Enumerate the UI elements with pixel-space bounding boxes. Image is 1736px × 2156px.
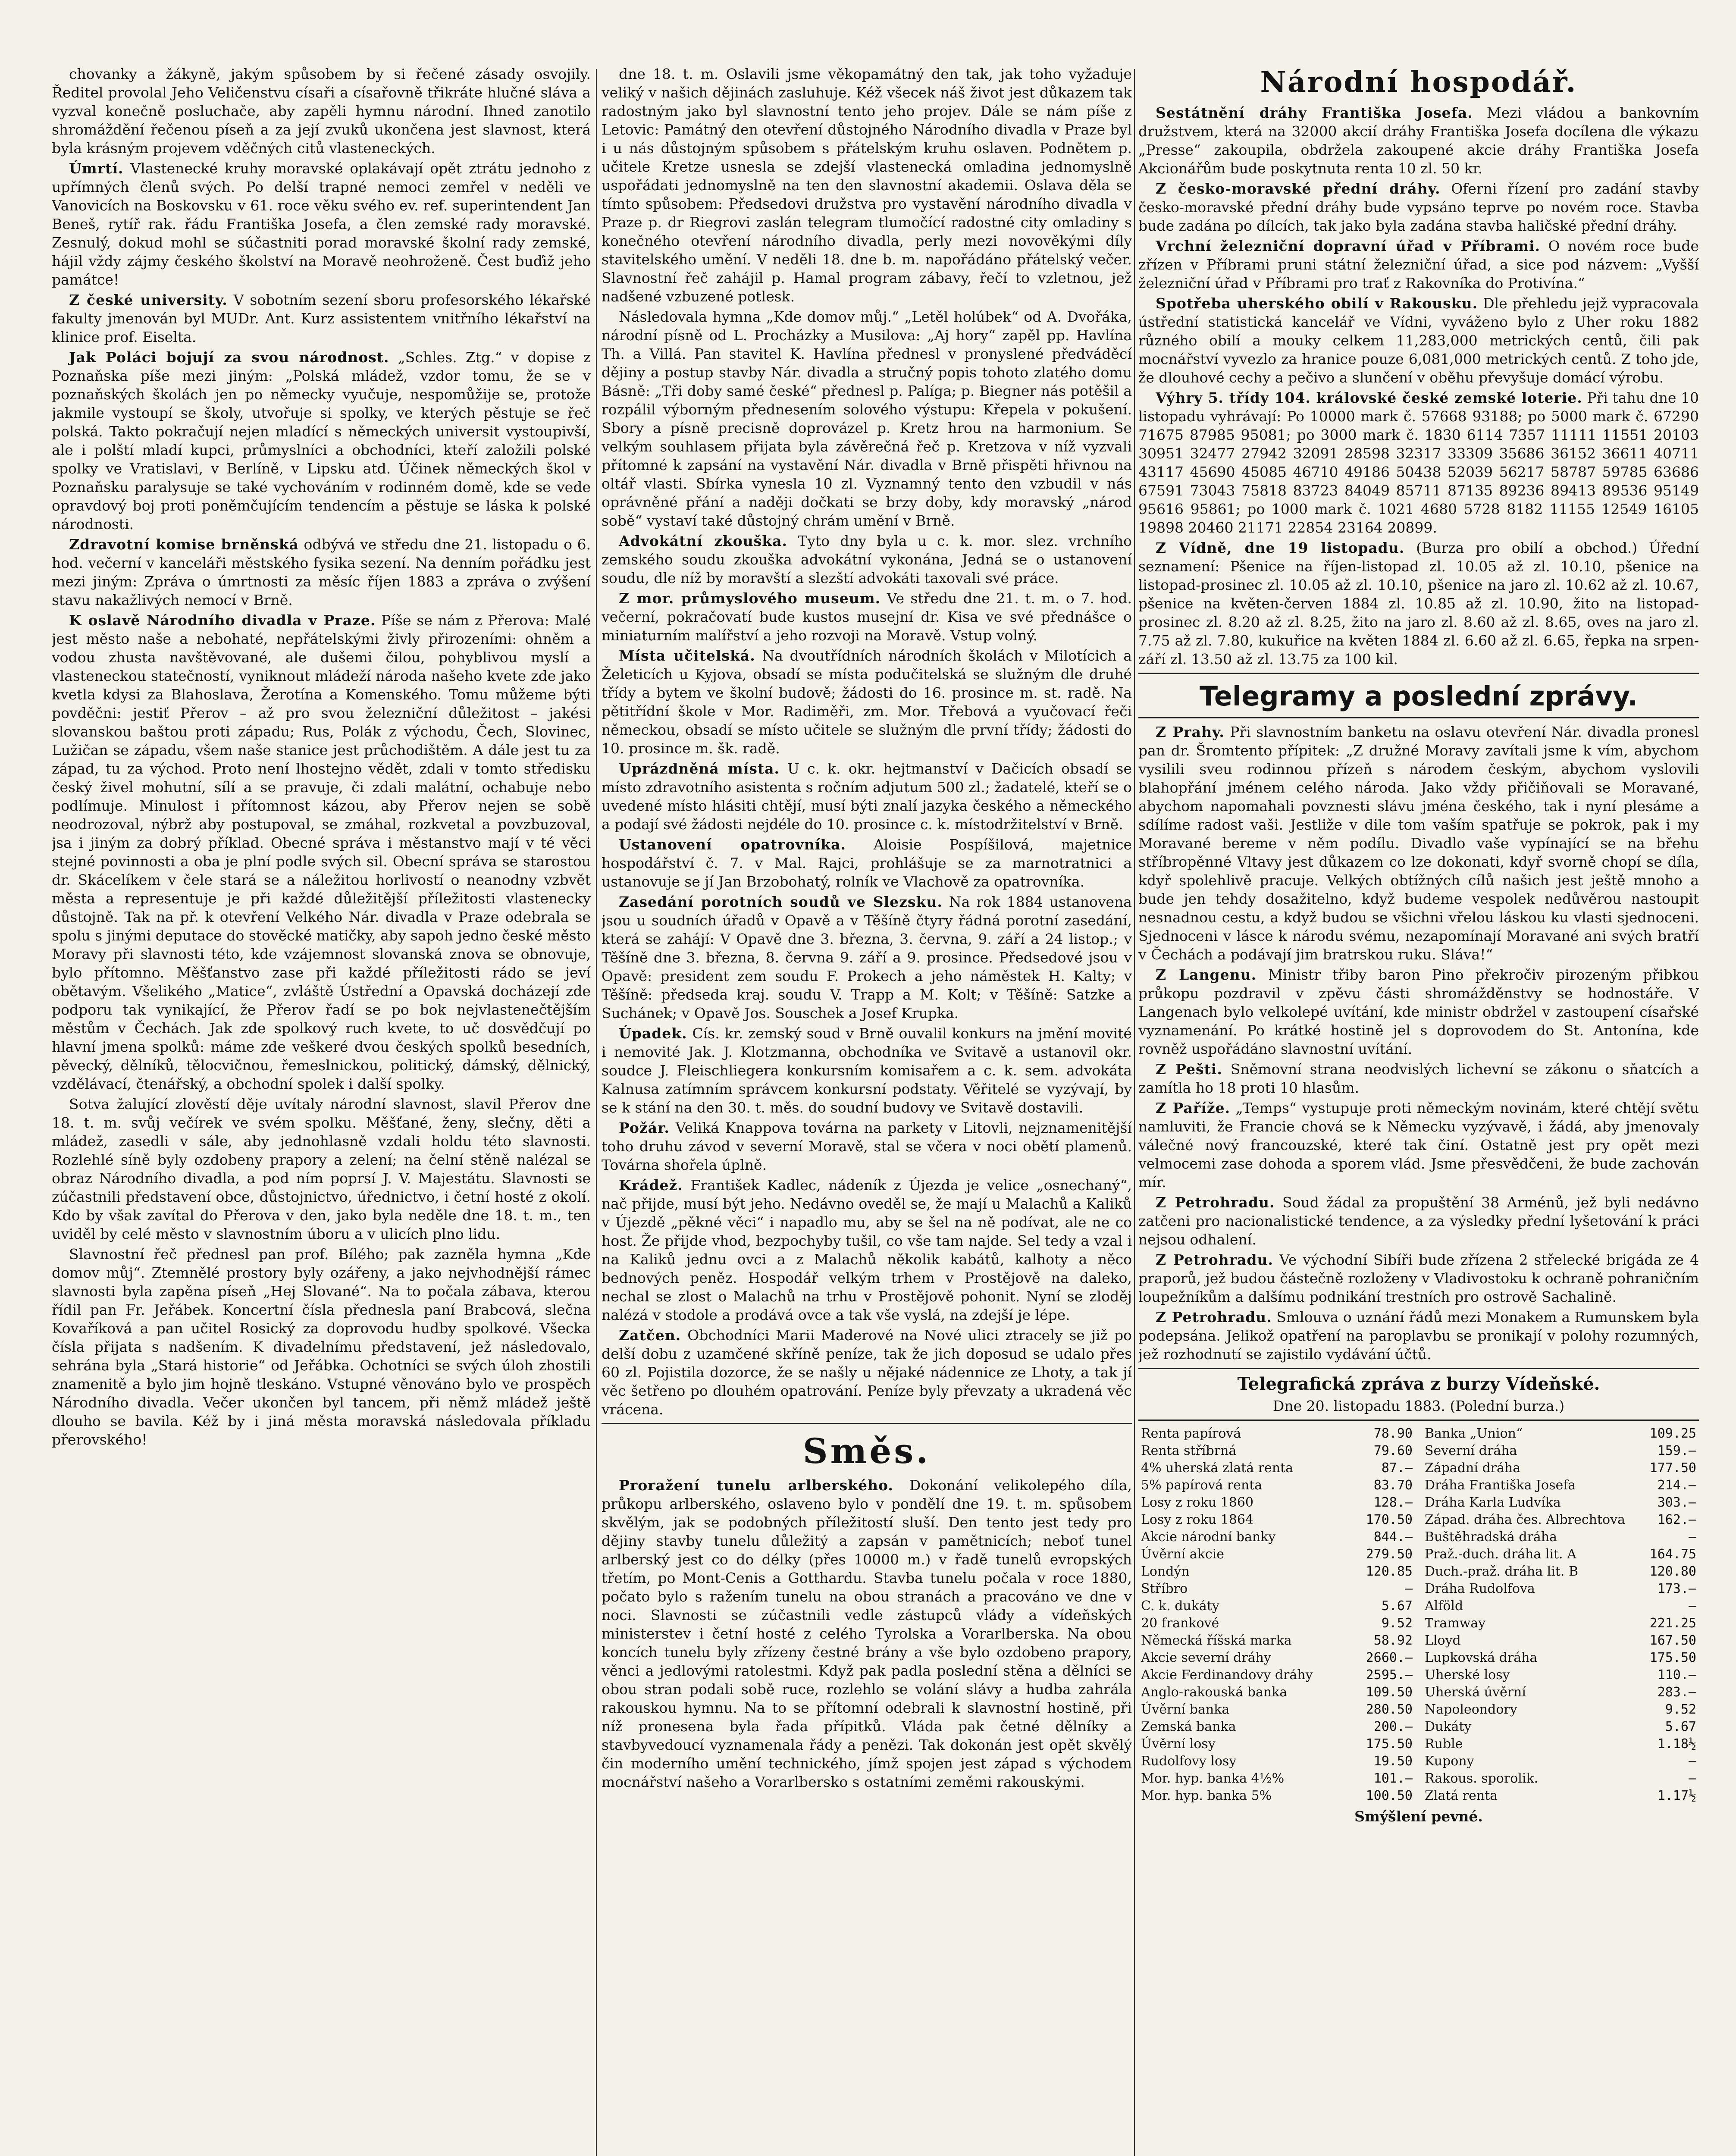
article-text: Mezi vládou a bankovním družstvem, která na 32000 akcií dráhy Františka Josefa docílena dle výkazu „Presse“ zakoupila, obdržela zakoupené akcie dráhy Františka Josefa Akcionářům bude poskytnuta renta 10 zl. 50 kr. xyxy=(1138,104,1699,177)
article-text: Aloisie Pospíšilová, majetnice hospodářství č. 7. v Mal. Rajci, prohlášuje se za marnotratnici a ustanovuje se jí Jan Brzobohatý, rolník ve Vlachově za opatrovníka. xyxy=(602,836,1132,890)
burza-item-name: Akcie Ferdinandovy dráhy xyxy=(1141,1667,1313,1683)
burza-item-name: Akcie národní banky xyxy=(1141,1529,1276,1545)
burza-item-value: 175.50 xyxy=(1649,1650,1696,1665)
article-heading: Advokátní zkouška. xyxy=(619,533,787,549)
table-row xyxy=(1422,1563,1699,1580)
burza-item-name: Úvěrní losy xyxy=(1141,1736,1216,1752)
article-text: „Temps“ vystupuje proti německým novinám, které chtějí světu namluviti, že Francie chová se k Německu vyzývavě, i žádá, aby jmenovaly válečné nový francouzské, které tak činí. Ostatně jest pry opět mezi velmocemi zase dohoda a sporem vlád. Jsme přesvědčeni, že bude zachován mír. xyxy=(1138,1100,1699,1191)
article-paragraph xyxy=(602,646,1132,758)
article-heading: Z Vídně, dne 19 listopadu. xyxy=(1156,539,1405,556)
table-row xyxy=(1138,1770,1415,1787)
article-heading: K oslavě Národního divadla v Praze. xyxy=(69,612,376,629)
article-paragraph xyxy=(1138,1060,1699,1097)
article-paragraph xyxy=(1138,1250,1699,1306)
burza-item-value: 9.52 xyxy=(1381,1616,1413,1631)
table-row xyxy=(1138,1511,1415,1529)
burza-item-name: Londýn xyxy=(1141,1564,1190,1579)
burza-item-name: Úvěrní banka xyxy=(1141,1702,1230,1717)
article-heading: Jak Poláci bojují za svou národnost. xyxy=(69,349,389,366)
burza-item-value: 279.50 xyxy=(1366,1547,1413,1562)
table-row xyxy=(1138,1598,1415,1615)
burza-item-value: 109.25 xyxy=(1649,1426,1696,1441)
table-row xyxy=(1422,1736,1699,1753)
burza-item-value: 283.— xyxy=(1657,1685,1696,1700)
article-heading: Požár. xyxy=(619,1119,670,1136)
table-row xyxy=(1422,1580,1699,1598)
burza-item-value: 128.— xyxy=(1373,1495,1413,1510)
burza-item-value: 162.— xyxy=(1657,1512,1696,1527)
burza-item-name: Stříbro xyxy=(1141,1581,1188,1596)
table-row xyxy=(1422,1494,1699,1511)
article-heading: Krádež. xyxy=(619,1177,683,1194)
table-row xyxy=(1138,1736,1415,1753)
article-text: Na rok 1884 ustanovena jsou u soudních úřadů v Opavě a v Těšíně čtyry řádná porotní zasedání, která se zahájí: V Opavě dne 3. března, 3. června, 9. září a 24 listop.; v Těšíně dne 3. března, 8. června 9. září a 9. prosince. Předsedové jsou v Opavě: president zem soudu F. Prokech a jeho náměstek H. Kalty; v Těšíně: předseda kraj. soudu V. Trapp a M. Kolt; v Těšíně: Satzke a Suchánek; v Opavě Jos. Souschek a Josef Krupka. xyxy=(602,893,1132,1022)
table-row xyxy=(1138,1442,1415,1460)
burza-item-value: — xyxy=(1688,1754,1696,1769)
burza-item-name: Uherské losy xyxy=(1425,1667,1510,1683)
burza-item-value: 173.— xyxy=(1657,1581,1696,1596)
article-text: V sobotním sezení sboru profesorského lékařské fakulty jmenován byl MUDr. Ant. Kurz assistentem vnitřního lékařství na klinice prof. Eiselta. xyxy=(52,291,591,345)
article-paragraph xyxy=(1138,723,1699,964)
article-heading: Spotřeba uherského obilí v Rakousku. xyxy=(1156,295,1478,312)
article-heading: Z Paříže. xyxy=(1156,1100,1231,1116)
burza-item-name: Rakous. sporolik. xyxy=(1425,1771,1539,1786)
burza-item-value: 221.25 xyxy=(1649,1616,1696,1631)
article-paragraph xyxy=(52,159,591,289)
article-text: Dokonání velikolepého díla, průkopu arlberského, oslaveno bylo v pondělí dne 19. t. m. spůsobem skvělým, jak se podobných příležitostí sluší. Den tento jest tedy pro dějiny stavby tunelu důležitý a zapsán v pamětnicích; neboť tunel arlberský jest co do délky (přes 10000 m.) v řadě tunelů evropských třetím, po Mont-Cenis a Gotthardu. Stavba tunelu počala v roce 1880, počato bylo s ražením tunelu na obou stranách a pracováno ve dne v noci. Slavnosti se zúčastnili vedle zástupců vlády a vídeňských ministerstev i četní hosté z celého Tyrolska a Vorarlberska. Na obou koncích tunelu byly zřízeny čestné brány a vše bylo ozdobeno prapory, věnci a jedlovými ratolestmi. Když pak padla poslední stěna a dělníci se obou stran podali sobě ruce, rozlehlo se volání slávy a hudba zahrála rakouskou hymnu. Na to se přítomní odebrali k slavnostní hostině, při níž pronesena byla řada přípitků. Vláda pak četné dělníky a stavbyvedoucí vyznamenala řády a penězi. Tak dokonán jest opět skvělý čin moderního umění technického, jímž spojen jest západ s východem mocnářství našeho a Vorarlbersko s ostatními zeměmi rakouskými. xyxy=(602,1477,1132,1790)
article-paragraph xyxy=(1138,389,1699,537)
article-heading: Úmrtí. xyxy=(69,160,124,177)
burza-item-value: 9.52 xyxy=(1665,1702,1696,1717)
table-row xyxy=(1422,1718,1699,1736)
burza-title: Telegrafická zpráva z burzy Vídeňské. xyxy=(1237,1374,1600,1394)
article-paragraph: Slavnostní řeč přednesl pan prof. Bílého; pak zazněla hymna „Kde domov můj“. Ztemnělé prostory byly ozářeny, a jako nejvhodnější rámec slavnosti byla zapěna píseň „Hej Slované“. Na to počala zábava, kterou řídil pan Fr. Jeřábek. Koncertní čísla přednesla paní Brabcová, slečna Kovaříková a pan učitel Rosický za doprovodu hudby spolkové. Všecka čísla přijata s nadšením. K divadelnímu představení, jež následovalo, sehrána byla „Stará historie“ od Jeřábka. Ochotníci se svých úloh zhostili znamenitě a bylo jim hojně tleskáno. Vstupné věnováno bylo ve prospěch Národního divadla. Večer ukončen byl tancem, při němž mládež ještě dlouho se bavila. Kéž by i jiná města moravská následovala příkladu přerovského! xyxy=(52,1246,591,1448)
table-row xyxy=(1138,1494,1415,1511)
burza-item-value: 5.67 xyxy=(1381,1598,1413,1614)
article-text: Oferni řízení pro zadání stavby česko-moravské přední dráhy bude vypsáno teprve po novém roce. Stavba bude zadána po dílcích, tak jako byla zadána stavba haličské přední dráhy. xyxy=(1138,180,1699,234)
table-row xyxy=(1422,1753,1699,1770)
table-row xyxy=(1422,1425,1699,1442)
article-paragraph xyxy=(1138,103,1699,178)
article-paragraph xyxy=(1138,1193,1699,1249)
article-heading: Zasedání porotních soudů ve Slezsku. xyxy=(619,893,943,910)
table-row xyxy=(1138,1701,1415,1718)
burza-item-name: Dráha Františka Josefa xyxy=(1425,1478,1576,1493)
table-row xyxy=(1422,1701,1699,1718)
article-heading: Proražení tunelu arlberského. xyxy=(619,1477,893,1494)
table-row xyxy=(1422,1529,1699,1546)
burza-item-name: Renta papírová xyxy=(1141,1426,1241,1441)
burza-item-name: 20 frankové xyxy=(1141,1616,1219,1631)
burza-item-name: Losy z roku 1860 xyxy=(1141,1495,1253,1510)
column-2 xyxy=(602,65,1132,2156)
table-row xyxy=(1422,1442,1699,1460)
article-heading: Zdravotní komise brněnská xyxy=(69,536,299,553)
article-paragraph: Sotva žalující zlověstí děje uvítaly národní slavnost, slavil Přerov dne 18. t. m. svůj večírek ve svém spolku. Měšťané, ženy, slečny, děti a mládež, zasedli v sále, aby jednohlasně vzdali holdu této slavnosti. Rozlehlé síně byly ozdobeny prapory a zelení; na čelní stěně nalézal se obraz Národního divadla, a pod ním poprsí J. V. Majestátu. Slavnosti se zúčastnili představení obce, důstojnictvo, úřednictvo, i četní hosté z okolí. Kdo by však zavítal do Přerova v den, jako byla neděle dne 18. t. m., ten uviděl by celé město v slavnostním úboru a v ulicích plno lidu. xyxy=(52,1096,591,1242)
burza-item-value: 177.50 xyxy=(1649,1460,1696,1476)
article-heading: Z Langenu. xyxy=(1156,966,1257,983)
article-paragraph xyxy=(602,532,1132,587)
article-paragraph xyxy=(602,1476,1132,1791)
table-row xyxy=(1422,1770,1699,1787)
table-row xyxy=(1422,1598,1699,1615)
burza-item-value: 175.50 xyxy=(1366,1736,1413,1752)
burza-item-value: 164.75 xyxy=(1649,1547,1696,1562)
burza-item-value: 844.— xyxy=(1373,1529,1413,1545)
table-row xyxy=(1138,1546,1415,1563)
table-row xyxy=(1422,1477,1699,1494)
article-text: Ve východní Sibíři bude zřízena 2 střelecké brigáda ze 4 praporů, jež budou částečně rozloženy v Vladivostoku k ochraně pohraničním loupežníkům a dalšímu podnikání trestních pro ostrově Sachalině. xyxy=(1138,1251,1699,1305)
burza-item-name: Duch.-praž. dráha lit. B xyxy=(1425,1564,1579,1579)
burza-item-value: 280.50 xyxy=(1366,1702,1413,1717)
article-heading: Z Petrohradu. xyxy=(1156,1251,1273,1268)
burza-item-name: Dukáty xyxy=(1425,1719,1472,1734)
burza-item-value: 83.70 xyxy=(1373,1478,1413,1493)
article-heading: Místa učitelská. xyxy=(619,647,755,664)
article-heading: Z Petrohradu. xyxy=(1156,1194,1275,1211)
burza-item-name: Rudolfovy losy xyxy=(1141,1754,1237,1769)
burza-item-name: Lupkovská dráha xyxy=(1425,1650,1538,1665)
section-divider xyxy=(1138,1420,1699,1421)
article-text: Při slavnostním banketu na oslavu otevření Nár. divadla pronesl pan dr. Šromtento přípitek: „Z družné Moravy zavítali jsme k vím, abychom vysilili sveu rodinnou přízeň s národem českým, abychom vyslovili blahopřání jménem celého národa. Jako vždy přičiňovali se Moravané, abychom napomahali povznesti slávu jména českého, tak i nyní plesáme a sdílíme radost vaši. Jestliže v dile tom vaším spatřuje se pokrok, pak i my Moravané bereme v něm podílu. Divadlo vaše vypínající se na břehu stříbropěnné Vltavy jest důkazem co lze dokonati, kdyř svorně chopí se díla, kdyř spolehlivě pracuje. Velkých obtížných cílů našich jest ještě mnoho a bude jen tehdy dosažitelno, když budeme vespolek nedůvěrou nastoupit nesnadnou cestu, a když budou se všichni vřelou láskou ku vlasti sjednoceni. Sjednoceni v lásce k národu svému, nezapomínají Moravané ani svých bratří v Čechách a podávají jim bratrskou ruku. Sláva!“ xyxy=(1138,724,1699,963)
article-paragraph xyxy=(1138,179,1699,235)
article-heading: Z Petrohradu. xyxy=(1156,1309,1272,1326)
burza-item-name: 5% papírová renta xyxy=(1141,1478,1263,1493)
burza-item-value: 2660.— xyxy=(1366,1650,1413,1665)
burza-item-name: Zemská banka xyxy=(1141,1719,1236,1734)
table-row xyxy=(1422,1667,1699,1684)
burza-item-value: 79.60 xyxy=(1373,1443,1413,1458)
burza-item-value: 214.— xyxy=(1657,1478,1696,1493)
article-heading: Uprázdněná místa. xyxy=(619,760,780,777)
burza-item-value: 5.67 xyxy=(1665,1719,1696,1734)
burza-item-name: Uherská úvěrní xyxy=(1425,1685,1526,1700)
burza-item-name: Anglo-rakouská banka xyxy=(1141,1685,1288,1700)
article-text: František Kadlec, nádeník z Újezda je velice „osnechaný“, nač přijde, musí být jeho. Nedávno oveděl se, že mají u Malachů a Kaliků v Újezdě „pěkné věci“ i napadlo mu, aby se šel na ně podívat, ale ne co host. Že přijde vhod, bezpochyby tušil, co vše tam najde. Sel tedy a vzal i na Kaliků jednu ovci a z Malachů několik kabátů, kalhoty a něco bednových peněz. Hospodář velkým trhem v Prostějově na daleko, nechal se zlost o Malachů na trhu v Prostějově pohonit. Nyní se zloděj nalézá v stodole a prodává ovce a tak vše vyslá, na zdejší je lépe. xyxy=(602,1177,1132,1323)
article-paragraph xyxy=(602,893,1132,1022)
article-paragraph xyxy=(1138,1099,1699,1191)
article-paragraph xyxy=(52,535,591,609)
column-rule xyxy=(1134,69,1135,2156)
burza-item-name: Úvěrní akcie xyxy=(1141,1547,1224,1562)
article-text: Ministr třiby baron Pino překročiv pirozeným přibkou průkopu pozdravil v zpěvu části shromážděnstvy se hodnostáře. V Langenach bylo velkolepé uvítání, kde ministr obdržel v zastoupení císařské vyznamenání. Po krátké hostině jel s doprovodem do St. Antonína, kde rovněž uspořádáno slavnostní uvítání. xyxy=(1138,966,1699,1057)
burza-item-name: Losy z roku 1864 xyxy=(1141,1512,1253,1527)
table-row xyxy=(1138,1632,1415,1649)
article-text: odbývá ve středu dne 21. listopadu o 6. hod. večerní v kanceláři městského fysika sezení. Na denním pořádku jest mezi jiným: Zpráva o úmrtnosti za měsíc říjen 1883 a zpráva o zvýšení stavu nakažlivých nemocí v Brně. xyxy=(52,536,591,608)
table-row xyxy=(1138,1753,1415,1770)
article-paragraph xyxy=(1138,237,1699,292)
burza-item-name: Západní dráha xyxy=(1425,1460,1521,1476)
table-row xyxy=(1422,1787,1699,1805)
burza-item-name: C. k. dukáty xyxy=(1141,1598,1219,1614)
article-paragraph xyxy=(1138,294,1699,387)
burza-item-value: 19.50 xyxy=(1373,1754,1413,1769)
table-row xyxy=(1422,1546,1699,1563)
article-text: Na dvoutřídních národních školách v Milotícich a Želeticích u Kyjova, obsadí se místa podučitelská se služným dle druhé třídy a bytem ve školní budově; žádosti do 16. prosince m. st. radě. Na pětitřídní škole v Mor. Radiměři, zm. Mor. Třebová a vyučovací řeči německou, obsadí se místo učitele se služným dle první třídy; žádosti do 10. prosince m. šk. radě. xyxy=(602,647,1132,757)
burza-item-name: Renta stříbrná xyxy=(1141,1443,1237,1458)
burza-item-value: — xyxy=(1688,1771,1696,1786)
section-divider xyxy=(602,1423,1132,1424)
article-text: Soud žádal za propuštění 38 Arménů, jež byli nedávno zatčeni pro nacionalistické tendence, a za výsledky přední lyšetování k práci nejsou odhalení. xyxy=(1138,1194,1699,1248)
burza-item-name: Banka „Union“ xyxy=(1425,1426,1523,1441)
burza-item-name: Dráha Rudolfova xyxy=(1425,1581,1535,1596)
table-row xyxy=(1138,1615,1415,1632)
article-text: Píše se nám z Přerova: Malé jest město naše a nebohaté, nepřátelskými živly přirozeními: ohněm a vodou zhusta navštěvované, ale dušemi čilou, pohyblivou myslí a vlasteneckou statečností, vyniknout mládeží národa našeho kvete zde jako kvetla kdysi za Blahoslava, Žerotína a Komenského. Tomu můžeme býti povděčni: jestiť Přerov – až pro svou železniční důležitost – jakési slovanskou baštou proti západu; Rus, Polák z východu, Čech, Slovinec, Lužičan se západu, všem naše stanice jest průchodištěm. A dále jest tu za západ, tu za východ. Proto není lhostejno vědět, zdali v tomto středisku český živel mohutní, sílí a se pravuje, či zdali malátní, ochabuje nebo podlímuje. Minulost i přítomnost kázou, aby Přerov nejen se sobě neodrozoval, nýbrž aby postupoval, se zmáhal, rozkvetal a povzbuzoval, jsa i jiným za dobrý příklad. Obecné správa i městanstvo mají v té věci stejné povinnosti a oba je plní podle svých sil. Obecní správa se starostou dr. Skácelíkem v čele stará se a náležitou horlivostí o neanodny vzbvět města a representuje je při každé důležitější příležitosti vlastenecky důstojně. Tak na př. k otevření Velkého Nár. divadla v Praze odebrala se spolu s jinými deputace do stověcké matičky, aby sapoh jedno české město Moravy při slavnosti této, kde vzájemnost slovanská znova se obnovuje, bylo přítomno. Měšťanstvo zase při každé příležitosti rádo se jeví obětavým. Všelikého „Matice“, zvláště Ústřední a Opavská docházejí zde podporu tak vynikající, že Přerov řadí se po bok nejvlastenečtějším městům v Čechách. Jak zde spolkový ruch kvete, to uč dosvědčují po hlavní jmena spolků: máme zde veškeré dvou českých spolků besedních, pěvecký, dělníků, tělocvičnou, řemeslnickou, politický, dámský, dělnický, vzdělávací, čtenářský, a obchodní spolek i další spolky. xyxy=(52,612,591,1092)
article-paragraph: dne 18. t. m. Oslavili jsme věkopamátný den tak, jak toho vyžaduje veliký v našich dějinách zasluhuje. Kéž všecek náš život jest důkazem tak radostným jako byl slavnostní tento jeho projev. Dále se nám píše z Letovic: Památný den otevření důstojného Národního divadla v Praze byl i u nás důstojným spůsobem s přátelským kruhu oslaven. Podnětem p. učitele Kretze usnesla se zdejší vlastenecká omladina jednomyslně uspořádati jednomyslně na ten den slavnostní akademii. Oslava děla se tímto spůsobem: Předsedovi družstva pro vystavění národního divadla v Praze p. dr Riegrovi zaslán telegram tlumočící radostné city omladiny s konečného otevření národního divadla, perly mezi novověkými díly stavitelského umění. V neděli 18. dne b. m. napořádáno přátelský večer. Slavnostní řeč zahájil p. Hamal program zábavy, řečí to vzletnou, jež nadšené vzbuzené potlesk. xyxy=(602,66,1132,305)
article-text: Dle přehledu jejž vypracovala ústřední statistická kancelář ve Vídni, vyváženo bylo z Uher roku 1882 různého obilí a mouky celkem 11,283,000 metrických centů, čili pak mocnářství vyvezlo za hranice pouze 6,081,000 metrických centů. Z toho jde, že dlouhové cechy a pečivo a slunčení v oběhu převyšuje domácí výrobu. xyxy=(1138,295,1699,386)
section-title-hospodar: Národní hospodář. xyxy=(1260,65,1577,99)
burza-item-name: Mor. hyp. banka 5% xyxy=(1141,1788,1272,1803)
article-paragraph xyxy=(602,1119,1132,1174)
article-paragraph xyxy=(52,291,591,346)
article-paragraph xyxy=(602,1024,1132,1117)
column-1 xyxy=(52,65,591,2156)
article-paragraph xyxy=(1138,1308,1699,1363)
table-row xyxy=(1138,1667,1415,1684)
burza-item-name: Dráha Karla Ludvíka xyxy=(1425,1495,1561,1510)
burza-item-value: — xyxy=(1688,1598,1696,1614)
burza-item-name: Německá říšská marka xyxy=(1141,1633,1292,1648)
column-3 xyxy=(1138,65,1699,2156)
burza-item-value: 58.92 xyxy=(1373,1633,1413,1648)
burza-item-value: 2595.— xyxy=(1366,1667,1413,1683)
article-paragraph xyxy=(1138,539,1699,668)
burza-item-value: 100.50 xyxy=(1366,1788,1413,1803)
column-rule xyxy=(596,69,597,2156)
article-text: Vlastenecké kruhy moravské oplakávají opět ztrátu jednoho z upřímných členů svých. Po delší trapné nemoci zemřel v neděli ve Vanovicích na Boskovsku v 61. roce věku svého ev. ref. superintendent Jan Beneš, rytíř rak. řádu Františka Josefa, a člen zemské rady moravské. Zesnulý, dokud mohl se súčastniti porad moravské školní rady zemské, hájil vždy zájmy českého školství na Moravě neohroženě. Čest buďiž jeho památce! xyxy=(52,160,591,288)
article-text: Obchodníci Marii Maderové na Nové ulici ztracely se již po delší dobu z uzamčené skříně peníze, tak že jich doposud se udalo přes 60 zl. Pojistila dozorce, že se našly u nějaké nádennice ze Lhoty, a tak jí věc šetřeno po dlouhém opatrování. Peníze byly převzaty a ukradená věc vrácena. xyxy=(602,1327,1132,1418)
table-row xyxy=(1138,1563,1415,1580)
burza-item-name: Ruble xyxy=(1425,1736,1463,1752)
burza-table-right xyxy=(1422,1425,1699,1805)
article-heading: Z česko-moravské přední dráhy. xyxy=(1156,180,1441,197)
article-paragraph xyxy=(602,1326,1132,1419)
article-heading: Úpadek. xyxy=(619,1025,687,1042)
table-row xyxy=(1138,1460,1415,1477)
article-heading: Výhry 5. třídy 104. královské české zemské loterie. xyxy=(1156,389,1582,406)
table-row xyxy=(1138,1529,1415,1546)
article-text: „Schles. Ztg.“ v dopise z Poznaňska píše mezi jiným: „Polská mládež, vzdor tomu, že se v poznaňských školách jen po německy vyučuje, nespomůžije se, protože jakmile vystoupí se školy, utvořuje si spolky, ve kterých pěstuje se řeč polská. Takto pokračují nejen mladící s německých universit vystoupivší, ale i polští mladí kupci, průmyslníci a obchodníci, kteří založili polské spolky ve Vratislavi, v Berlíně, v Lipsku atd. Účinek německých škol v Poznaňsku paralysuje se také vychováním v rodinném domě, kde se vede opravdový boj proti poněmčujícím tendencím a pěstuje se láska k polské národnosti. xyxy=(52,349,591,533)
article-heading: Z české university. xyxy=(69,291,228,308)
section-divider xyxy=(1138,1368,1699,1369)
burza-item-value: 170.50 xyxy=(1366,1512,1413,1527)
article-text: Veliká Knappova továrna na parkety v Litovli, nejznamenitější toho druhu závod v severní Moravě, stal se včera v noci obětí plamenů. Továrna shořela úplně. xyxy=(602,1119,1132,1173)
article-text: Tyto dny byla u c. k. mor. slez. vrchního zemského soudu zkouška advokátní vykonána, Jedná se o ustanovení soudu, dle níž by moravští a slezští advokáti taxovali své práce. xyxy=(602,533,1132,586)
article-paragraph xyxy=(602,759,1132,834)
burza-item-name: Buštěhradská dráha xyxy=(1425,1529,1557,1545)
table-row xyxy=(1138,1649,1415,1667)
article-heading: Sestátnění dráhy Františka Josefa. xyxy=(1156,104,1473,121)
section-title-telegramy: Telegramy a poslední zprávy. xyxy=(1199,680,1638,712)
article-paragraph: chovanky a žákyně, jakým spůsobem by si řečené zásady osvojily. Ředitel provolal Jeho Veličenstvu císaři a císařovně třikráte hlučné sláva a vyzval konečně posluchače, aby zapěli hymnu národní. Ihned zanotilo shromáždění řečenou píseň a za její zvuků ukončena jest slavnost, která byla krásným projevem vděčných citů vlasteneckých. xyxy=(52,66,591,157)
article-paragraph xyxy=(1138,965,1699,1058)
burza-item-name: Tramway xyxy=(1425,1616,1486,1631)
burza-item-name: 4% uherská zlatá renta xyxy=(1141,1460,1293,1476)
table-row xyxy=(1422,1615,1699,1632)
burza-item-name: Zlatá renta xyxy=(1425,1788,1498,1803)
burza-subtitle: Dne 20. listopadu 1883. (Polední burza.) xyxy=(1272,1398,1565,1414)
article-heading: Zatčen. xyxy=(619,1327,681,1344)
table-row xyxy=(1138,1425,1415,1442)
section-divider xyxy=(1138,673,1699,674)
article-text: Sněmovní strana neodvislých lichevní se zákonu o sňatcích a zamítla ho 18 proti 10 hlasům. xyxy=(1138,1061,1699,1096)
burza-item-value: 87.— xyxy=(1381,1460,1413,1476)
table-row xyxy=(1138,1580,1415,1598)
burza-item-value: — xyxy=(1404,1581,1413,1596)
burza-item-value: — xyxy=(1688,1529,1696,1545)
burza-item-name: Akcie severní dráhy xyxy=(1141,1650,1271,1665)
article-text: U c. k. okr. hejtmanství v Dačicích obsadí se místo zdravotního asistenta s ročním adjutum 500 zl.; žadatelé, kteří se o uvedené místo hlásiti chtějí, musí býti znalí jazyka českého a německého a podají své žádosti nejdéle do 10. prosince c. k. místodržitelství v Brně. xyxy=(602,760,1132,833)
table-row xyxy=(1422,1460,1699,1477)
article-heading: Z Prahy. xyxy=(1156,724,1225,740)
article-heading: Ustanovení opatrovníka. xyxy=(619,836,846,853)
article-paragraph xyxy=(602,589,1132,645)
burza-item-name: Praž.-duch. dráha lit. A xyxy=(1425,1547,1576,1562)
burza-item-value: 200.— xyxy=(1373,1719,1413,1734)
article-heading: Z Pešti. xyxy=(1156,1061,1222,1078)
burza-item-name: Napoleondory xyxy=(1425,1702,1517,1717)
burza-item-name: Kupony xyxy=(1425,1754,1474,1769)
table-row xyxy=(1138,1477,1415,1494)
burza-tables xyxy=(1138,1425,1699,1805)
article-text: Při tahu dne 10 listopadu vyhrávají: Po 10000 mark č. 57668 93188; po 5000 mark č. 67290 71675 87985 95081; po 3000 mark č. 1830 6114 7357 11111 11551 20103 30951 32477 27942 32091 28598 32317 33309 35686 36152 36611 40711 43117 45690 45085 46710 49186 50438 52039 56217 58787 59785 63686 67591 73043 75818 83723 84049 85711 87135 89236 89413 89536 95149 95616 95861; po 1000 mark č. 1021 4680 5728 8182 11155 12549 16105 19898 20460 21171 22854 23164 20899. xyxy=(1138,389,1699,536)
burza-item-value: 303.— xyxy=(1657,1495,1696,1510)
table-row xyxy=(1422,1649,1699,1667)
section-title-smes: Směs. xyxy=(802,1431,931,1471)
burza-item-value: 159.— xyxy=(1657,1443,1696,1458)
section-divider xyxy=(1138,717,1699,718)
burza-item-name: Západ. dráha čes. Albrechtova xyxy=(1425,1512,1625,1527)
article-text: Cís. kr. zemský soud v Brně ouvalil konkurs na jmění movité i nemovité Jak. J. Klotzmanna, obchodníka ve Svitavě a ustanovil okr. soudce J. Fleischliegera konkursním komisařem a c. k. sem. advokáta Kalnusa zatímním správcem konkursní podstaty. Věřitelé se vyzývají, by se k stání na den 30. t. měs. do soudní budovy ve Svitavě dostavili. xyxy=(602,1025,1132,1116)
burza-item-name: Alföld xyxy=(1425,1598,1463,1614)
burza-item-value: 120.80 xyxy=(1649,1564,1696,1579)
article-paragraph: Následovala hymna „Kde domov můj.“ „Letěl holúbek“ od A. Dvořáka, národní písně od L. Procházky a Musilova: „Aj hory“ zapěl pp. Havlína Th. a Villá. Pan stavitel K. Havlína přednesl v pronyslené předváděcí dějiny a postup stavby Nár. divadla a stručný popis tohoto zlatého domu Básně: „Tři doby samé české“ přednesl p. Palíga; p. Biegner nás potěšil a rozpálil výborným přednesením solového výstupu: Křepela v pokušení. Sbory a písně precisně doprovázel p. Kretz hrou na harmonium. Se velkým souhlasem přijata byla závěrečná řeč p. Kretzova v níž vyzvali přítomné k zapsání na vystavění Nár. divadla v Brně přispěti hřivnou na oltář vlasti. Sbírka vynesla 10 zl. Vyznamný tento den vzbudil v nás oprávněné přání a naději dočkati se brzy doby, kdy moravský „národ sobě“ vystaví také důstojný chrám umění v Brně. xyxy=(602,308,1132,529)
article-text: Ve středu dne 21. t. m. o 7. hod. večerní, pokračovatí bude kustos musejní dr. Kisa ve své přednášce o miniaturním malířství a jeho rozvoji na Moravě. Vstup volný. xyxy=(602,590,1132,644)
burza-item-value: 101.— xyxy=(1373,1771,1413,1786)
burza-item-value: 1.17½ xyxy=(1657,1788,1696,1803)
burza-item-name: Lloyd xyxy=(1425,1633,1461,1648)
burza-footer: Smýšlení pevné. xyxy=(1354,1808,1483,1825)
table-row xyxy=(1138,1787,1415,1805)
burza-item-value: 1.18½ xyxy=(1657,1736,1696,1752)
burza-table-left xyxy=(1138,1425,1415,1805)
article-paragraph xyxy=(602,1176,1132,1324)
burza-item-name: Severní dráha xyxy=(1425,1443,1517,1458)
article-text: O novém roce bude zřízen v Příbrami pruni státní železniční úřad, a sice pod názvem: „Vyšší železniční úřad v Příbrami pro trať z Rakovníka do Protivína.“ xyxy=(1138,238,1699,291)
table-row xyxy=(1422,1632,1699,1649)
table-row xyxy=(1138,1684,1415,1701)
burza-item-value: 120.85 xyxy=(1366,1564,1413,1579)
burza-item-value: 109.50 xyxy=(1366,1685,1413,1700)
table-row xyxy=(1138,1718,1415,1736)
article-paragraph xyxy=(52,611,591,1093)
article-paragraph xyxy=(52,348,591,533)
article-paragraph xyxy=(602,835,1132,891)
burza-item-value: 167.50 xyxy=(1649,1633,1696,1648)
article-heading: Z mor. průmyslového museum. xyxy=(619,590,881,607)
burza-item-value: 78.90 xyxy=(1373,1426,1413,1441)
table-row xyxy=(1422,1511,1699,1529)
article-text: Smlouva o uznání řádů mezi Monakem a Rumunskem byla podepsána. Jelikož opatření na paroplavbu se pronikají v polohy rozumných, jež rozhodnutí se zajistilo vydávání účtů. xyxy=(1138,1309,1699,1363)
article-text: (Burza pro obilí a obchod.) Úřední seznamení: Pšenice na říjen-listopad zl. 10.05 až zl. 10.10, pšenice na listopad-prosinec zl. 10.05 až zl. 10.10, pšenice na jaro zl. 10.62 až zl. 10.67, pšenice na květen-červen 1884 zl. 10.85 až zl. 10.90, žito na listopad-prosinec zl. 8.20 až zl. 8.25, žito na jaro zl. 8.60 až zl. 8.65, oves na jaro zl. 7.75 až zl. 7.80, kukuřice na květen 1884 zl. 6.60 až zl. 6.65, řepka na srpen-září zl. 13.50 až zl. 13.75 za 100 kil. xyxy=(1138,539,1699,667)
burza-item-value: 110.— xyxy=(1657,1667,1696,1683)
burza-item-name: Mor. hyp. banka 4½% xyxy=(1141,1771,1285,1786)
table-row xyxy=(1422,1684,1699,1701)
article-heading: Vrchní železniční dopravní úřad v Příbrami. xyxy=(1156,238,1540,254)
